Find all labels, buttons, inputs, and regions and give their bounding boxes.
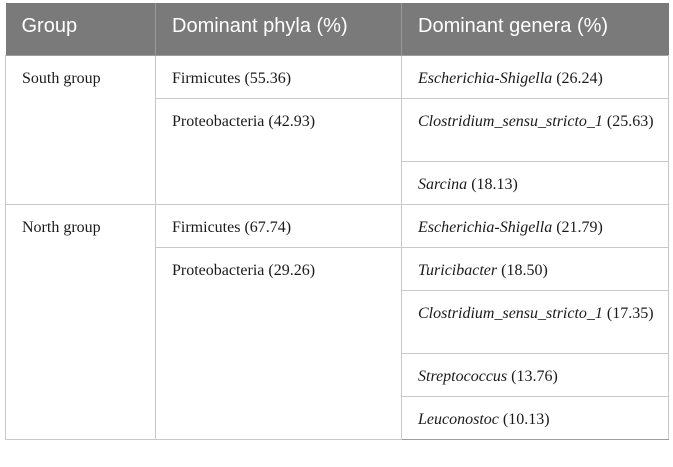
genus-percent: (18.50) xyxy=(501,261,548,279)
genus-name: Escherichia-Shigella xyxy=(418,218,553,236)
genera-cell xyxy=(402,353,669,396)
genus-name: Clostridium_sensu_stricto_1 xyxy=(418,304,603,322)
genus-percent: (13.76) xyxy=(511,367,558,385)
phyla-cell: Firmicutes (55.36) xyxy=(156,55,402,98)
genus-name: Clostridium_sensu_stricto_1 xyxy=(418,112,603,130)
header-row xyxy=(6,3,669,55)
header-dominant-phyla: Dominant phyla (%) xyxy=(156,3,402,55)
table-row xyxy=(6,204,669,247)
genera-cell xyxy=(402,204,669,247)
genus-name: Sarcina xyxy=(418,175,468,193)
group-cell-south: South group xyxy=(6,55,156,204)
genera-cell xyxy=(402,98,669,161)
genus-percent: (18.13) xyxy=(471,175,518,193)
genera-cell xyxy=(402,55,669,98)
genus-percent: (10.13) xyxy=(502,410,550,428)
genus-name: Turicibacter xyxy=(418,261,498,279)
genera-cell xyxy=(402,247,669,290)
phyla-cell: Proteobacteria (42.93) xyxy=(156,98,402,204)
genus-percent: (21.79) xyxy=(556,218,603,236)
phyla-cell: Proteobacteria (29.26) xyxy=(156,247,402,439)
genera-cell xyxy=(402,290,669,353)
genus-name: Leuconostoc xyxy=(418,410,499,428)
table-row xyxy=(6,55,669,98)
genus-name: Streptococcus xyxy=(418,367,508,385)
genera-cell xyxy=(402,396,669,439)
table-header xyxy=(6,3,669,55)
dominant-taxa-table xyxy=(5,3,669,440)
genus-percent: (17.35) xyxy=(606,304,654,322)
group-cell-north: North group xyxy=(6,204,156,439)
genus-percent: (25.63) xyxy=(606,112,654,130)
genera-cell xyxy=(402,161,669,204)
header-dominant-genera: Dominant genera (%) xyxy=(402,3,669,55)
table-body xyxy=(6,55,669,439)
header-group: Group xyxy=(6,3,156,55)
phyla-cell: Firmicutes (67.74) xyxy=(156,204,402,247)
genus-name: Escherichia-Shigella xyxy=(418,69,553,87)
genus-percent: (26.24) xyxy=(556,69,603,87)
